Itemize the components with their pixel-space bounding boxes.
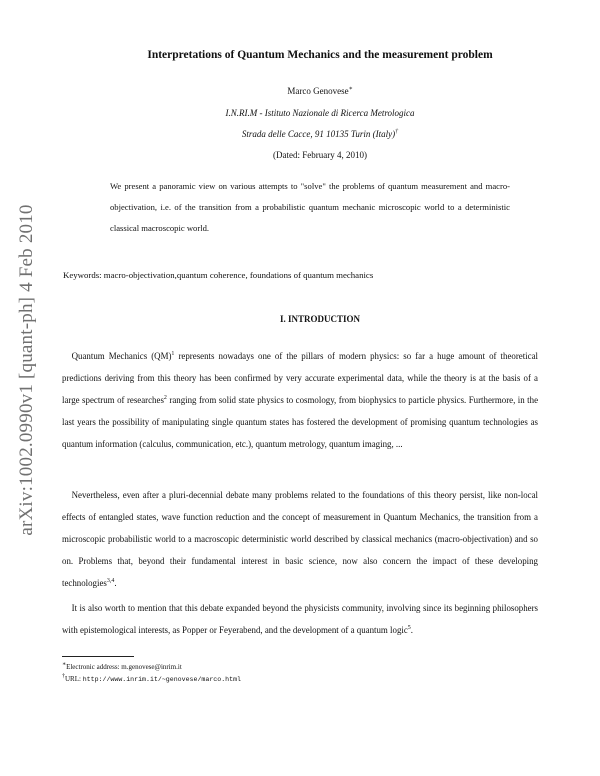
author-footnote-mark: ∗ xyxy=(348,86,353,92)
abstract: We present a panoramic view on various attempts to "solve" the problems of quantum measurement and macro-objectivation, i.e. of the transition from a probabilistic quantum mechanic microscopic world to a deterministic classical macroscopic world. xyxy=(110,181,510,233)
keywords: Keywords: macro-objectivation,quantum coherence, foundations of quantum mechanics xyxy=(63,270,374,280)
paragraph-1 xyxy=(62,345,538,455)
p1-text-c: ranging from solid state physics to cosmology, from biophysics to particle physics. Furthermore, in the last years the possibility of manipulating single quantum states has fostered the development of promising quantum technologies as quantum information (calculus, communication, etc.), quantum metrology, quantum imaging, ... xyxy=(62,395,539,450)
affiliation-address-text: Strada delle Cacce, 91 10135 Turin (Italy) xyxy=(241,129,396,139)
footnote-2-label: URL: xyxy=(65,675,83,683)
dated-line: (Dated: February 4, 2010) xyxy=(273,150,367,160)
footnote-1-mark: ∗ xyxy=(62,661,67,668)
citation-2: 2 xyxy=(163,395,167,402)
paper-title: Interpretations of Quantum Mechanics and the measurement problem xyxy=(147,49,493,61)
affiliation-address xyxy=(60,129,580,139)
footnote-email xyxy=(62,663,182,671)
citation-3-4: 3,4 xyxy=(106,578,115,585)
section-heading: I. INTRODUCTION xyxy=(279,314,360,324)
footnote-url xyxy=(62,675,241,683)
p3-text-a: It is also worth to mention that this debate expanded beyond the physicists community, involving since its beginning philosophers with epistemological interests, as Popper or Feyerabend, and the development of a quantum logic xyxy=(62,603,538,636)
paragraph-2 xyxy=(62,484,538,594)
affiliation-footnote-mark: † xyxy=(395,129,399,135)
p1-text-b: represents nowadays one of the pillars of modern physics: so far a huge amount of theoretical predictions deriving from this theory has been confirmed by very accurate experimental data, while the theory is at the basis of a large spectrum of researches xyxy=(62,351,538,406)
p2-text-b: . xyxy=(114,578,117,589)
arxiv-sidebar-stamp xyxy=(10,160,44,580)
citation-1: 1 xyxy=(171,351,175,358)
footnote-2-mark: † xyxy=(62,673,65,680)
author-line xyxy=(60,86,580,96)
affiliation-institute: I.N.RI.M - Istituto Nazionale di Ricerca Metrologica xyxy=(225,108,415,118)
paragraph-3 xyxy=(62,597,538,641)
footnote-2-link[interactable]: http://www.inrim.it/~genovese/marco.html xyxy=(82,676,241,683)
author-name: Marco Genovese xyxy=(287,86,349,96)
p1-text-a: Quantum Mechanics (QM) xyxy=(71,351,172,361)
footnote-1-text[interactable]: Electronic address: m.genovese@inrim.it xyxy=(66,663,182,671)
p2-text-a: Nevertheless, even after a pluri-decennial debate many problems related to the foundations of this theory persist, like non-local effects of entangled states, wave function reduction and the concept of measurement in Quantum Mechanics, the transition from a microscopic probabilistic world to a macroscopic deterministic world described by classical mechanics (macro-objectivation) and so on. Problems that, beyond their fundamental interest in basic science, now also concern the impact of these developing technologies xyxy=(62,490,538,589)
citation-5: 5 xyxy=(407,625,411,632)
arxiv-identifier: arXiv:1002.0990v1 [quant-ph] 4 Feb 2010 xyxy=(16,204,37,536)
footnote-rule xyxy=(62,656,134,657)
p3-text-b: . xyxy=(410,625,414,636)
